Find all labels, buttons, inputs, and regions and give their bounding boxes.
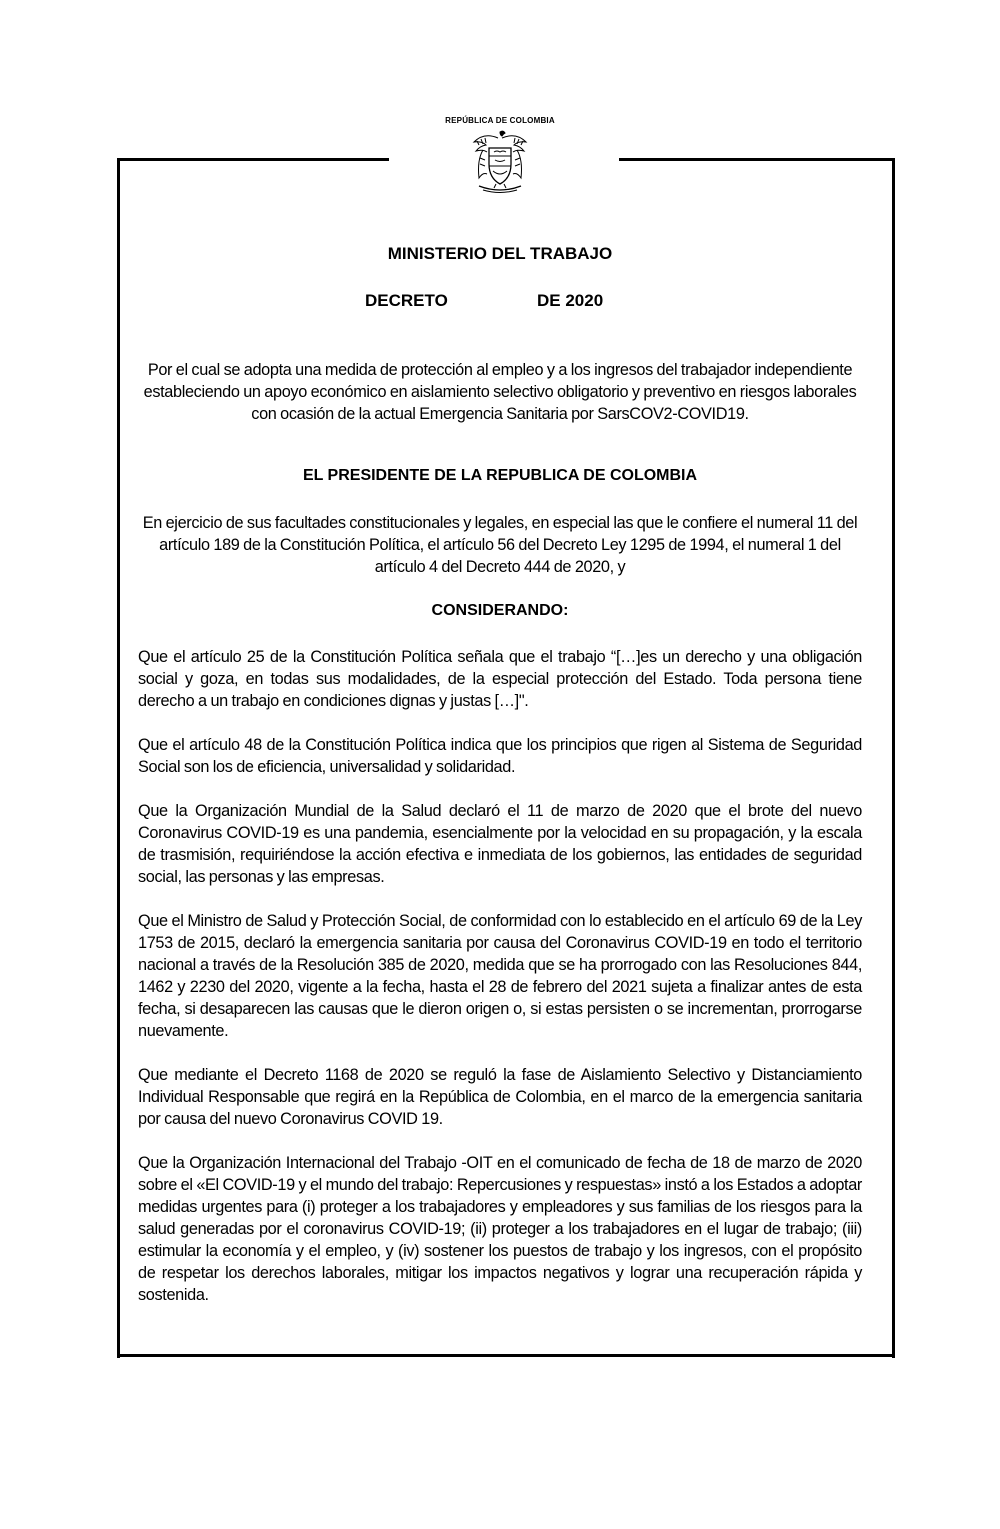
frame-top-left (117, 158, 389, 161)
paragraph: Que el artículo 48 de la Constitución Política indica que los principios que rigen al Sistema de Seguridad Social son los de eficiencia, universalidad y solidaridad. (138, 736, 862, 776)
paragraph: Que la Organización Mundial de la Salud declaró el 11 de marzo de 2020 que el brote del nuevo Coronavirus COVID-19 es una pandemia, esencialmente por la velocidad en su propagación, y la escala de trasmisión, requiriéndose la acción efectiva e inmediata de los gobiernos, las entidades de seguridad social, las personas y las empresas. (138, 802, 862, 886)
frame-bottom (117, 1354, 895, 1357)
republic-label: REPÚBLICA DE COLOMBIA (445, 116, 555, 125)
powers-text: En ejercicio de sus facultades constitucionales y legales, en especial las que le confiere el numeral 11 del artículo 189 de la Constitución Política, el artículo 56 del Decreto Ley 1295 de 1994, el numeral 1 del artículo 4 del Decreto 444 de 2020, y (142, 514, 858, 576)
decree-year: DE 2020 (537, 291, 604, 310)
paragraph: Que el artículo 25 de la Constitución Política señala que el trabajo “[…]es un derecho y una obligación social y goza, en todas sus modalidades, de la especial protección del Estado. Toda persona tiene derecho a un trabajo en condiciones dignas y justas […]". (138, 648, 862, 710)
frame-left (117, 158, 120, 1358)
president-heading: EL PRESIDENTE DE LA REPUBLICA DE COLOMBIA (302, 467, 698, 484)
considering-paragraphs (138, 646, 862, 1306)
paragraph: Que la Organización Internacional del Trabajo -OIT en el comunicado de fecha de 18 de marzo de 2020 sobre el «El COVID-19 y el mundo del trabajo: Repercusiones y respuestas» instó a los Estados a adoptar medidas urgentes para (i) proteger a los trabajadores y empleadores y sus familias de los riesgos para la salud generadas por el coronavirus COVID-19; (ii) proteger a los trabajadores en el lugar de trabajo; (iii) estimular la economía y el empleo, y (iv) sostener los puestos de trabajo y los ingresos, con el propósito de respetar los derechos laborales, mitigar los impactos negativos y lograr una recuperación rápida y sostenida. (138, 1154, 862, 1304)
coat-of-arms-icon (465, 128, 535, 198)
considering-heading: CONSIDERANDO: (431, 602, 569, 619)
paragraph: Que mediante el Decreto 1168 de 2020 se reguló la fase de Aislamiento Selectivo y Distanciamiento Individual Responsable que regirá en la República de Colombia, en el marco de la emergencia sanitaria por causa del nuevo Coronavirus COVID 19. (138, 1066, 862, 1128)
frame-right (892, 158, 895, 1358)
decree-label: DECRETO (365, 291, 448, 310)
decree-summary: Por el cual se adopta una medida de protección al empleo y a los ingresos del trabajador independiente estableciendo un apoyo económico en aislamiento selectivo obligatorio y preventivo en riesgos laborales con ocasión de la actual Emergencia Sanitaria por SarsCOV2-COVID19. (143, 361, 857, 423)
ministry-title: MINISTERIO DEL TRABAJO (387, 244, 613, 263)
frame-top-right (619, 158, 895, 161)
paragraph: Que el Ministro de Salud y Protección Social, de conformidad con lo establecido en el artículo 69 de la Ley 1753 de 2015, declaró la emergencia sanitaria por causa del Coronavirus COVID-19 en todo el territorio nacional a través de la Resolución 385 de 2020, medida que se ha prorrogado con las Resoluciones 844, 1462 y 2230 del 2020, vigente a la fecha, hasta el 28 de febrero del 2021 sujeta a finalizar antes de esta fecha, si desaparecen las causas que le dieron origen o, si estas persisten o se incrementan, prorrogarse nuevamente. (138, 912, 862, 1040)
